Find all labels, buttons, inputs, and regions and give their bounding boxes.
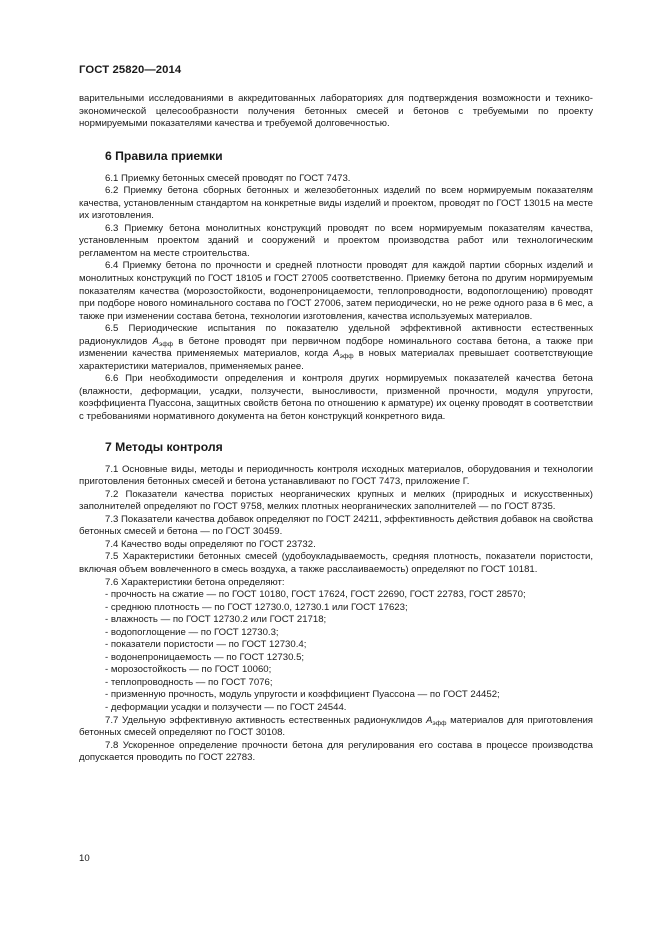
symbol-letter: А xyxy=(333,348,340,360)
paragraph-7-7-part-b: материалов для приготовления бетонных смесей определяют по ГОСТ 30108. xyxy=(79,714,594,739)
paragraph-6-3: 6.3 Приемку бетона монолитных конструкций проводят по всем нормируемым показателям качества, установленным проектом зданий и сооружений и проектом производства работ или технологическим регламентом на месте строительства. xyxy=(79,222,593,259)
list-item: - влажность — по ГОСТ 12730.2 или ГОСТ 21718; xyxy=(105,614,327,626)
paragraph-7-7-part-a: 7.7 Удельную эффективную активность естественных радионуклидов xyxy=(105,714,423,726)
paragraph-6-5-part-b: в бетоне проводят при первичном подборе номинального состава бетона, а также при изменении качества применяемых материалов, когда xyxy=(79,335,593,360)
list-item: - теплопроводность — по ГОСТ 7076; xyxy=(105,676,273,688)
paragraph-7-6: 7.6 Характеристики бетона определяют: xyxy=(105,576,285,588)
paragraph-6-4: 6.4 Приемку бетона по прочности и средней плотности проводят для каждой партии сборных изделий и монолитных конструкций по ГОСТ 18105 и ГОСТ 27005 соответственно. Приемку бетона по другим нормируемым показателям качества (морозостойкости, водонепроницаемости, теплопроводности, водопоглощению) проводят при подборе нового номинального состава по ГОСТ 27006, затем периодически, но не реже одного раза в 6 мес, а также при изменении состава бетона, технологии изготовления, качества используемых материалов. xyxy=(79,260,593,322)
list-item: - деформации усадки и ползучести — по ГОСТ 24544. xyxy=(105,701,347,713)
paragraph-7-2: 7.2 Показатели качества пористых неорганических крупных и мелких (природных и искусственных) заполнителей определяют по ГОСТ 9758, мелких плотных неорганических заполнителей — по ГОСТ 8735. xyxy=(79,488,593,513)
paragraph-6-6: 6.6 При необходимости определения и контроля других нормируемых показателей качества бетона (влажности, деформации, усадки, ползучести, выносливости, призменной прочности, модуля упругости, коэффициента Пуассона, защитных свойств бетона по отношению к арматуре) их оценку проводят в соответствии с требованиями нормативного документа на бетон конструкций конкретного вида. xyxy=(79,373,593,423)
paragraph-7-1: 7.1 Основные виды, методы и периодичность контроля исходных материалов, оборудования и технологии приготовления бетонных смесей и бетона устанавливают по ГОСТ 7473, приложение Г. xyxy=(79,463,593,488)
page-number: 10 xyxy=(79,853,90,864)
symbol-a-eff xyxy=(426,715,446,726)
list-item: - среднюю плотность — по ГОСТ 12730.0, 12730.1 или ГОСТ 17623; xyxy=(105,601,408,613)
symbol-subscript: эфф xyxy=(339,353,354,361)
list-item: - призменную прочность, модуль упругости и коэффициент Пуассона — по ГОСТ 24452; xyxy=(105,689,500,701)
list-item: - водопоглощение — по ГОСТ 12730.3; xyxy=(105,626,279,638)
symbol-a-eff xyxy=(153,336,173,347)
paragraph-6-1: 6.1 Приемку бетонных смесей проводят по ГОСТ 7473. xyxy=(105,172,351,184)
symbol-subscript: эфф xyxy=(159,340,174,348)
concrete-characteristics-list xyxy=(79,589,593,714)
paragraph-7-4: 7.4 Качество воды определяют по ГОСТ 23732. xyxy=(105,538,316,550)
paragraph-6-2: 6.2 Приемку бетона сборных бетонных и железобетонных изделий по всем нормируемым показателям качества, установленным стандартом на конкретные виды изделий и проектом, проводят по ГОСТ 13015 на месте их изготовления. xyxy=(79,185,593,222)
list-item: - водонепроницаемость — по ГОСТ 12730.5; xyxy=(105,651,305,663)
list-item: - прочность на сжатие — по ГОСТ 10180, ГОСТ 17624, ГОСТ 22690, ГОСТ 22783, ГОСТ 28570; xyxy=(105,589,526,601)
paragraph-7-8: 7.8 Ускоренное определение прочности бетона для регулирования его состава в процессе производства допускается проводить по ГОСТ 22783. xyxy=(79,739,593,764)
document-header: ГОСТ 25820—2014 xyxy=(79,64,182,76)
paragraph-7-3: 7.3 Показатели качества добавок определяют по ГОСТ 24211, эффективность действия добавок на свойства бетонных смесей и бетона — по ГОСТ 30459. xyxy=(79,513,593,538)
symbol-letter: А xyxy=(426,714,433,726)
symbol-letter: А xyxy=(152,335,160,347)
paragraph-6-5-part-c: в новых материалах превышает соответствующие характеристики материалов, применяемых ранее. xyxy=(79,348,594,372)
paragraph-7-5: 7.5 Характеристики бетонных смесей (удобоукладываемость, средняя плотность, показатели пористости, включая объем вовлеченного в смесь воздуха, а также расслаиваемость) определяют по ГОСТ 10181. xyxy=(79,551,593,575)
paragraph-7-7 xyxy=(79,715,593,740)
list-item: - морозостойкость — по ГОСТ 10060; xyxy=(105,664,272,676)
paragraph-6-5-part-a: 6.5 Периодические испытания по показателю удельной эффективной активности естественных радионуклидов xyxy=(79,323,593,347)
symbol-subscript: эфф xyxy=(432,719,447,727)
paragraph-6-5 xyxy=(79,323,593,373)
section-6-heading: 6 Правила приемки xyxy=(105,148,223,163)
intro-paragraph: варительными исследованиями в аккредитованных лабораториях для подтверждения возможности и технико-экономической целесообразности получения бетонных смесей и бетонов с требуемыми по проекту нормируемыми показателями качества и требуемой долговечностью. xyxy=(79,93,593,130)
symbol-a-eff xyxy=(333,348,353,359)
list-item: - показатели пористости — по ГОСТ 12730.4; xyxy=(105,639,307,651)
section-7-heading: 7 Методы контроля xyxy=(105,439,223,454)
document-body xyxy=(79,93,593,765)
